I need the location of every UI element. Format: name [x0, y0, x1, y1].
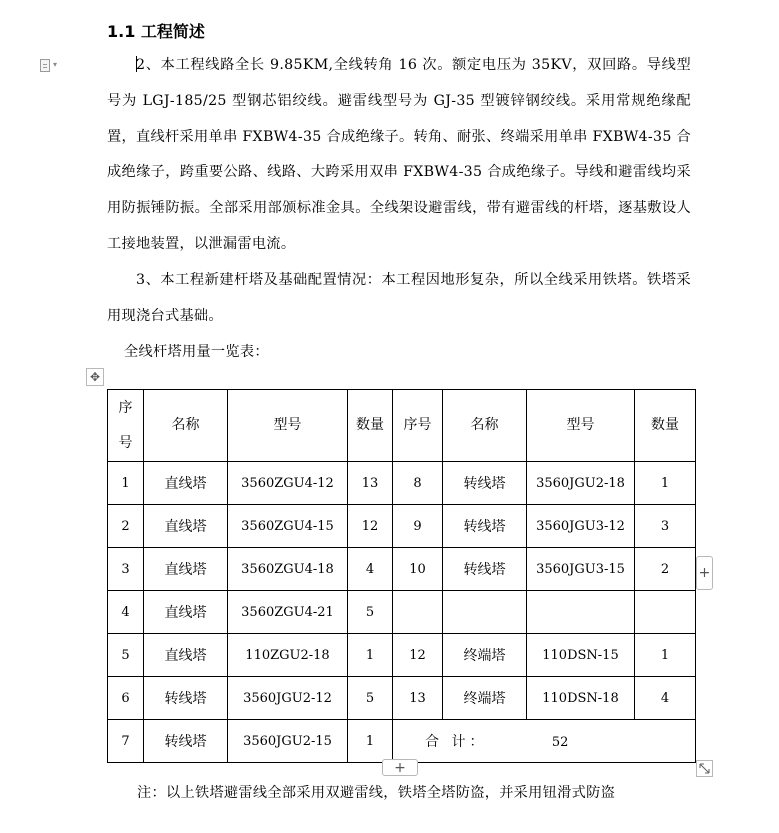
tower-usage-table: [107, 389, 696, 763]
paragraph-line-route[interactable]: [107, 48, 691, 263]
header-name[interactable]: 名称: [144, 390, 228, 462]
table-row: [108, 505, 696, 548]
cell-name[interactable]: 直线塔: [144, 462, 228, 505]
page-glyph: [40, 59, 50, 72]
cell-seq[interactable]: 5: [108, 634, 144, 677]
cell-name-2[interactable]: 终端塔: [443, 677, 527, 720]
paragraph-tower-config[interactable]: 3、本工程新建杆塔及基础配置情况：本工程因地形复杂，所以全线采用铁塔。铁塔采用现浇台式基础。: [107, 272, 691, 324]
cell-qty[interactable]: 5: [348, 677, 393, 720]
section-heading: 1.1 工程简述: [107, 22, 205, 41]
cell-name[interactable]: 转线塔: [144, 677, 228, 720]
header-model[interactable]: 型号: [228, 390, 348, 462]
header-seq[interactable]: 序 号: [108, 390, 144, 462]
cell-model[interactable]: 3560ZGU4-21: [228, 591, 348, 634]
cell-model-2[interactable]: 110DSN-18: [527, 677, 635, 720]
cell-qty-2[interactable]: 4: [635, 677, 696, 720]
cell-seq[interactable]: 6: [108, 677, 144, 720]
cell-qty[interactable]: 4: [348, 548, 393, 591]
header-seq-2[interactable]: 序号: [393, 390, 443, 462]
table-note: 注：以上铁塔避雷线全部采用双避雷线，铁塔全塔防盗，并采用钮滑式防盗: [137, 785, 616, 801]
total-value: 52: [551, 735, 569, 750]
cell-model-2[interactable]: 110DSN-15: [527, 634, 635, 677]
cell-model-2[interactable]: 3560JGU3-15: [527, 548, 635, 591]
cell-qty[interactable]: 12: [348, 505, 393, 548]
cell-name-2[interactable]: 转线塔: [443, 462, 527, 505]
header-model-2[interactable]: 型号: [527, 390, 635, 462]
cell-seq-2[interactable]: 9: [393, 505, 443, 548]
cell-qty[interactable]: 1: [348, 720, 393, 763]
move-icon[interactable]: ✥: [86, 368, 104, 386]
total-label: 合 计：: [425, 734, 488, 750]
cell-name-2[interactable]: 转线塔: [443, 548, 527, 591]
cell-model[interactable]: 3560ZGU4-15: [228, 505, 348, 548]
cell-qty[interactable]: 1: [348, 634, 393, 677]
cell-total[interactable]: [393, 720, 696, 763]
cell-model[interactable]: 3560ZGU4-18: [228, 548, 348, 591]
table-row: [108, 462, 696, 505]
cell-seq[interactable]: 1: [108, 462, 144, 505]
table-row: [108, 677, 696, 720]
table-row: [108, 548, 696, 591]
cell-model-2[interactable]: 3560JGU2-18: [527, 462, 635, 505]
cell-seq[interactable]: 7: [108, 720, 144, 763]
header-name-2[interactable]: 名称: [443, 390, 527, 462]
cell-qty-2[interactable]: 1: [635, 462, 696, 505]
cell-model[interactable]: 3560JGU2-12: [228, 677, 348, 720]
cell-qty-2[interactable]: 2: [635, 548, 696, 591]
table-header-row: [108, 390, 696, 462]
cell-seq[interactable]: 2: [108, 505, 144, 548]
header-qty-2[interactable]: 数量: [635, 390, 696, 462]
cell-model[interactable]: 3560ZGU4-12: [228, 462, 348, 505]
cell-name-2[interactable]: [443, 591, 527, 634]
document-icon[interactable]: [40, 58, 66, 72]
table-caption: 全线杆塔用量一览表：: [124, 344, 269, 360]
cell-seq-2[interactable]: 12: [393, 634, 443, 677]
cell-name[interactable]: 直线塔: [144, 634, 228, 677]
cell-model-2[interactable]: [527, 591, 635, 634]
cell-name[interactable]: 直线塔: [144, 548, 228, 591]
cell-qty[interactable]: 13: [348, 462, 393, 505]
add-column-button[interactable]: +: [696, 556, 713, 590]
cell-seq[interactable]: 4: [108, 591, 144, 634]
cell-qty[interactable]: 5: [348, 591, 393, 634]
cell-seq-2[interactable]: 10: [393, 548, 443, 591]
cell-qty-2[interactable]: [635, 591, 696, 634]
cell-model-2[interactable]: 3560JGU3-12: [527, 505, 635, 548]
cell-qty-2[interactable]: 3: [635, 505, 696, 548]
add-row-button[interactable]: +: [382, 759, 418, 776]
cell-name[interactable]: 转线塔: [144, 720, 228, 763]
cell-name-2[interactable]: 终端塔: [443, 634, 527, 677]
cell-model[interactable]: 3560JGU2-15: [228, 720, 348, 763]
paragraph-1-text: 2、本工程线路全长 9.85KM,全线转角 16 次。额定电压为 35KV，双回路。导线型号为 LGJ-185/25 型钢芯铝绞线。避雷线型号为 GJ-35 型镀锌钢绞线。采用常规绝缘配置，直线杆采用单串 FXBW4-35 合成绝缘子。转角、耐张、终端采用单串 FXBW4-35 合成绝缘子，跨重要公路、线路、大跨采用双串 FXBW4-35 合成绝缘子。导线和避雷线均采用防振锤防振。全部采用部颁标准金具。全线架设避雷线，带有避雷线的杆塔，逐基敷设人工接地装置，以泄漏雷电流。: [107, 57, 691, 252]
chevron-down-icon: ▾: [53, 60, 58, 69]
cell-name[interactable]: 直线塔: [144, 591, 228, 634]
header-qty[interactable]: 数量: [348, 390, 393, 462]
table-row: [108, 591, 696, 634]
cell-seq-2[interactable]: 8: [393, 462, 443, 505]
table-row: [108, 634, 696, 677]
cell-seq-2[interactable]: [393, 591, 443, 634]
cell-name-2[interactable]: 转线塔: [443, 505, 527, 548]
cell-name[interactable]: 直线塔: [144, 505, 228, 548]
table-row-total: [108, 720, 696, 763]
cell-seq[interactable]: 3: [108, 548, 144, 591]
resize-diagonal-icon[interactable]: [696, 760, 713, 777]
cell-model[interactable]: 110ZGU2-18: [228, 634, 348, 677]
cell-qty-2[interactable]: 1: [635, 634, 696, 677]
cell-seq-2[interactable]: 13: [393, 677, 443, 720]
